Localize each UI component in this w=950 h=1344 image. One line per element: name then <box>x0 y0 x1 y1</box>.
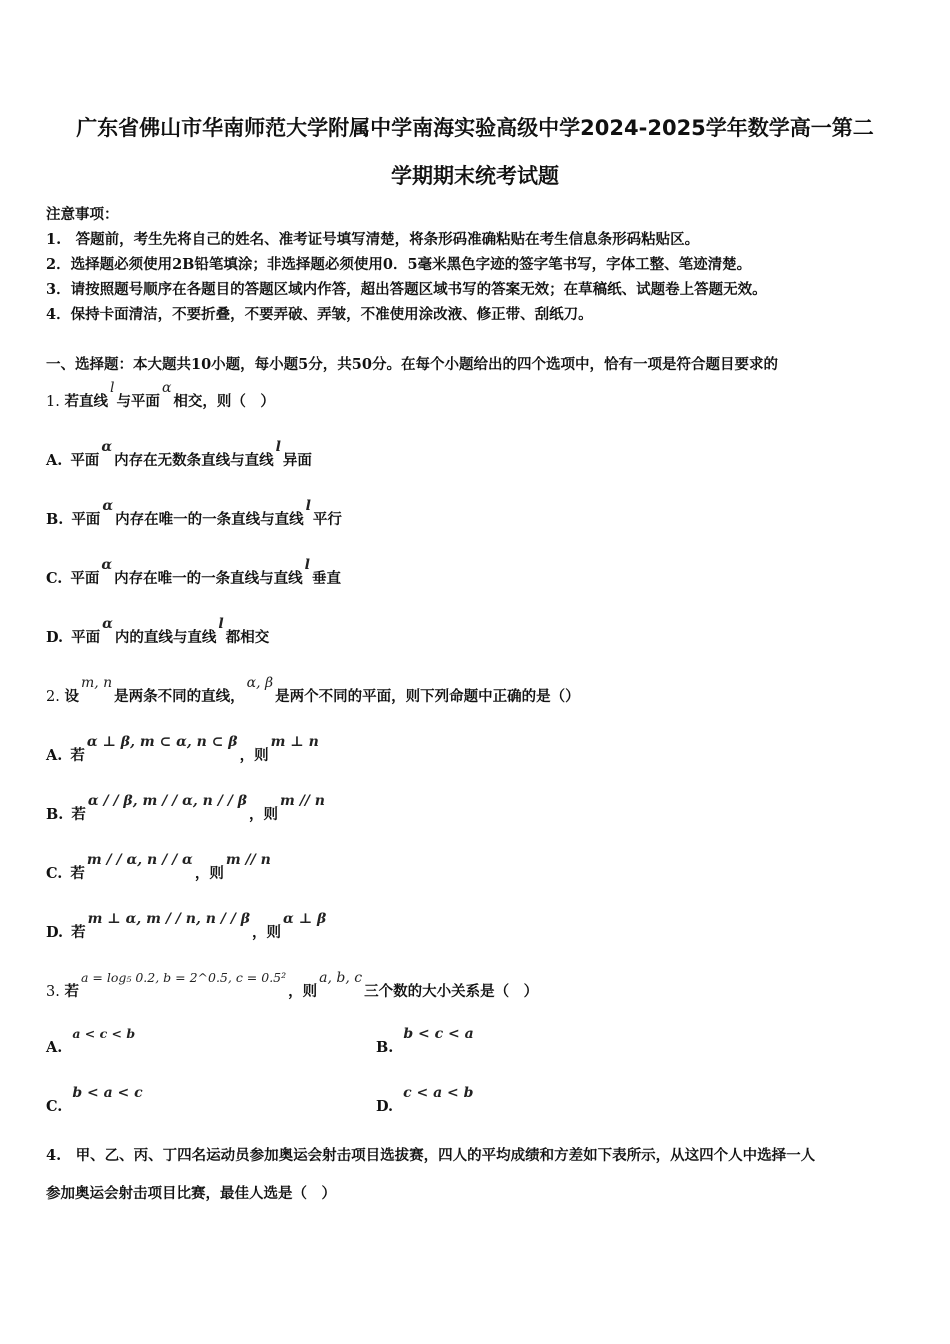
question-4-line-2: 参加奥运会射击项目比赛，最佳人选是（ ） <box>46 1185 336 1202</box>
notice-heading: 注意事项： <box>46 206 119 223</box>
question-number: 2. <box>46 689 60 705</box>
q1-option-d: D. 平面α内的直线与直线l都相交 <box>46 616 270 646</box>
q1-option-b: B. 平面α内存在唯一的一条直线与直线l平行 <box>46 498 342 528</box>
question-2: 2. 设m, n是两条不同的直线，α, β是两个不同的平面，则下列命题中正确的是（） <box>46 675 580 705</box>
q2-option-b: B. 若α / / β, m / / α, n / / β，则m // n <box>46 793 325 823</box>
q1-option-c: C. 平面α内存在唯一的一条直线与直线l垂直 <box>46 557 341 587</box>
q2-option-a: A. 若α ⊥ β, m ⊂ α, n ⊂ β，则m ⊥ n <box>46 734 319 764</box>
q3-option-a: A.a < c < b <box>46 1026 136 1056</box>
notice-item: 4．保持卡面清洁，不要折叠，不要弄破、弄皱，不准使用涂改液、修正带、刮纸刀。 <box>46 306 593 323</box>
section-heading: 一、选择题：本大题共10小题，每小题5分，共50分。在每个小题给出的四个选项中，恰有一项是符合题目要求的 <box>46 356 778 373</box>
question-3: 3. 若a = log₅ 0.2, b = 2^0.5, c = 0.5²，则a, b, c三个数的大小关系是（ ） <box>46 970 539 1000</box>
q3-option-b: B.b < c < a <box>376 1026 474 1056</box>
notice-item: 3．请按照题号顺序在各题目的答题区域内作答，超出答题区域书写的答案无效；在草稿纸、试题卷上答题无效。 <box>46 281 767 298</box>
q3-option-d: D.c < a < b <box>376 1085 474 1115</box>
question-number: 1. <box>46 394 60 410</box>
notice-item: 2．选择题必须使用2B铅笔填涂；非选择题必须使用0．5毫米黑色字迹的签字笔书写，字体工整、笔迹清楚。 <box>46 256 752 273</box>
title-line-1: 广东省佛山市华南师范大学附属中学南海实验高级中学2024-2025学年数学高一第二 <box>76 116 874 140</box>
q2-option-c: C. 若m / / α, n / / α，则m // n <box>46 852 271 882</box>
question-4-line-1: 4. 甲、乙、丙、丁四名运动员参加奥运会射击项目选拔赛，四人的平均成绩和方差如下表所示，从这四个人中选择一人 <box>46 1147 816 1164</box>
question-number: 3. <box>46 984 60 1000</box>
title-line-2: 学期期末统考试题 <box>391 164 559 188</box>
notice-item: 1. 答题前，考生先将自己的姓名、准考证号填写清楚，将条形码准确粘贴在考生信息条形码粘贴区。 <box>46 231 700 248</box>
q3-option-c: C.b < a < c <box>46 1085 143 1115</box>
question-1: 1. 若直线l与平面α相交，则（ ） <box>46 380 275 410</box>
q2-option-d: D. 若m ⊥ α, m / / n, n / / β，则α ⊥ β <box>46 911 327 941</box>
q1-option-a: A. 平面α内存在无数条直线与直线l异面 <box>46 439 312 469</box>
